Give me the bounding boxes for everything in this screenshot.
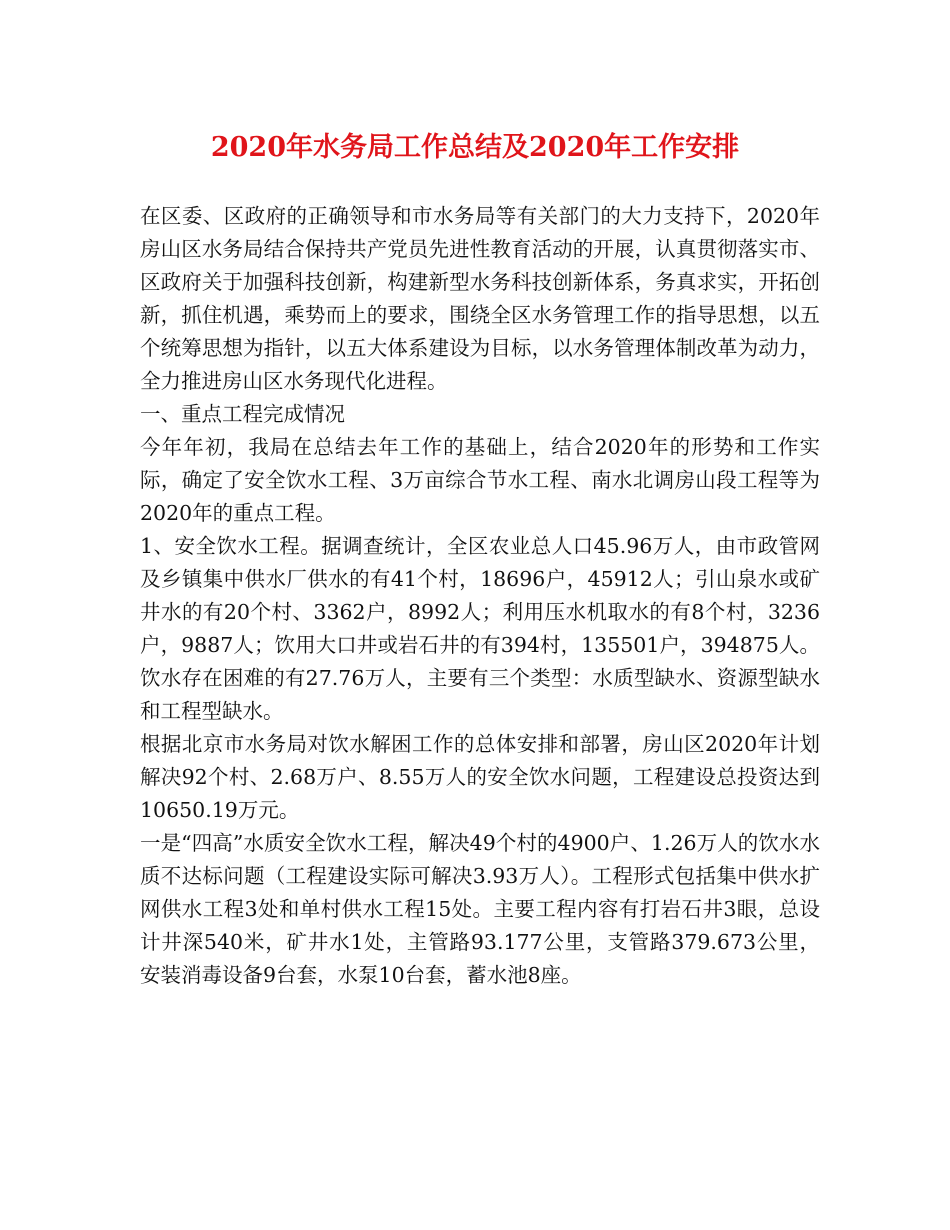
paragraph-key-projects: 今年年初，我局在总结去年工作的基础上，结合2020年的形势和工作实际，确定了安全饮水工程、3万亩综合节水工程、南水北调房山段工程等为2020年的重点工程。	[140, 435, 820, 525]
paragraph-plan: 根据北京市水务局对饮水解困工作的总体安排和部署，房山区2020年计划解决92个村、2.68万户、8.55万人的安全饮水问题，工程建设总投资达到10650.19万元。	[140, 732, 820, 822]
document-title: 2020年水务局工作总结及2020年工作安排	[210, 132, 740, 163]
paragraph-intro: 在区委、区政府的正确领导和市水务局等有关部门的大力支持下，2020年房山区水务局结合保持共产党员先进性教育活动的开展，认真贯彻落实市、区政府关于加强科技创新，构建新型水务科技创新体系，务真求实，开拓创新，抓住机遇，乘势而上的要求，围绕全区水务管理工作的指导思想，以五个统筹思想为指针，以五大体系建设为目标，以水务管理体制改革为动力，全力推进房山区水务现代化进程。	[140, 204, 820, 393]
document-body	[140, 200, 820, 992]
paragraph-water-quality-project: 一是“四高”水质安全饮水工程，解决49个村的4900户、1.26万人的饮水水质不达标问题（工程建设实际可解决3.93万人）。工程形式包括集中供水扩网供水工程3处和单村供水工程15处。主要工程内容有打岩石井3眼，总设计井深540米，矿井水1处，主管路93.177公里，支管路379.673公里，安装消毒设备9台套，水泵10台套，蓄水池8座。	[140, 831, 820, 987]
paragraph-safe-drinking-water: 1、安全饮水工程。据调查统计，全区农业总人口45.96万人，由市政管网及乡镇集中供水厂供水的有41个村，18696户，45912人；引山泉水或矿井水的有20个村、3362户，8992人；利用压水机取水的有8个村，3236户，9887人；饮用大口井或岩石井的有394村，135501户，394875人。饮水存在困难的有27.76万人，主要有三个类型：水质型缺水、资源型缺水和工程型缺水。	[140, 534, 820, 723]
section-heading: 一、重点工程完成情况	[140, 402, 345, 426]
